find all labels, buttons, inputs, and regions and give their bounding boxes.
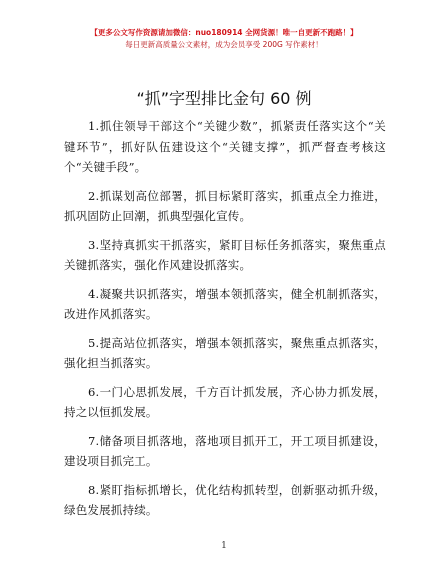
- paragraph-1: 1.抓住领导干部这个“关键少数”，抓紧责任落实这个“关键环节”，抓好队伍建设这个“关键支撑”，抓严督查考核这个“关键手段”。: [64, 119, 386, 174]
- paragraph-8: 8.紧盯指标抓增长，优化结构抓转型，创新驱动抓升级，绿色发展抓持续。: [64, 482, 386, 517]
- promo-banner-line-1: 【更多公文写作资源请加微信：nuo180914 全网货源！唯一自更新不跑路！】: [90, 28, 358, 37]
- paragraph-3: 3.坚持真抓实干抓落实，紧盯目标任务抓落实，聚焦重点关键抓落实，强化作风建设抓落实。: [64, 237, 386, 272]
- paragraph-2: 2.抓谋划高位部署，抓目标紧盯落实，抓重点全力推进，抓巩固防止回潮，抓典型强化宣传。: [64, 188, 386, 223]
- paragraph-6: 6.一门心思抓发展，千方百计抓发展，齐心协力抓发展，持之以恒抓发展。: [64, 384, 386, 419]
- paragraph-5: 5.提高站位抓落实，增强本领抓落实，聚焦重点抓落实，强化担当抓落实。: [64, 335, 386, 370]
- promo-banner-line-2: 每日更新高质量公文素材，成为会员享受 200G 写作素材！: [125, 40, 323, 49]
- page-number: 1: [221, 541, 227, 551]
- promo-banner: [0, 27, 448, 51]
- document-title: “抓”字型排比金句 60 例: [136, 89, 312, 108]
- paragraph-4: 4.凝聚共识抓落实，增强本领抓落实，健全机制抓落实，改进作风抓落实。: [64, 286, 386, 321]
- paragraph-7: 7.储备项目抓落地，落地项目抓开工，开工项目抓建设，建设项目抓完工。: [64, 433, 386, 468]
- document-body: [64, 116, 386, 529]
